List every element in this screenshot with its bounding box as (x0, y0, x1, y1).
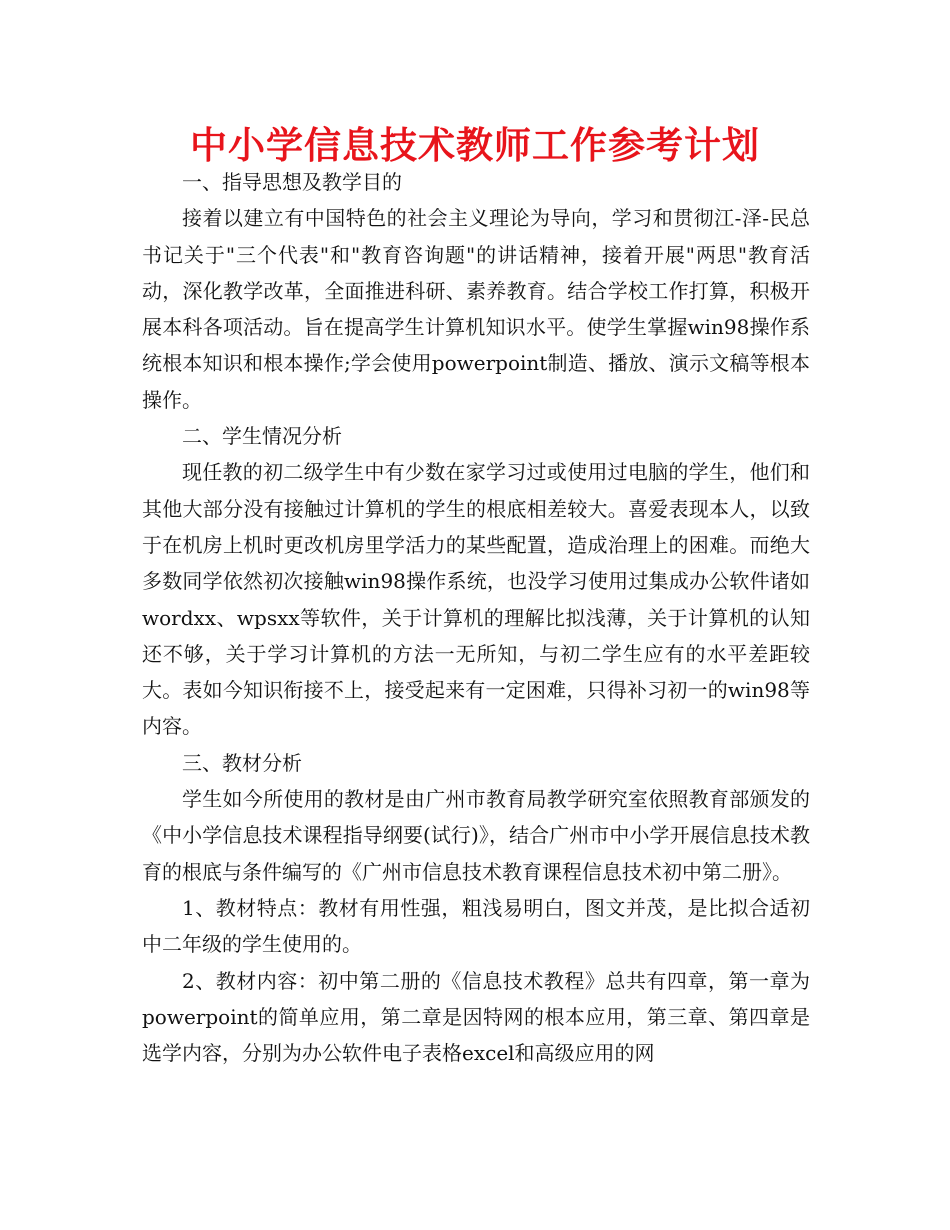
section-heading-student-analysis: 二、学生情况分析 (182, 424, 342, 449)
paragraph-textbook-analysis: 学生如今所使用的教材是由广州市教育局教学研究室依照教育部颁发的《中小学信息技术课程指导纲要(试行)》，结合广州市中小学开展信息技术教育的根底与条件编写的《广州市信息技术教育课程信息技术初中第二册》。 (142, 787, 810, 884)
paragraph-student-analysis: 现任教的初二级学生中有少数在家学习过或使用过电脑的学生，他们和其他大部分没有接触过计算机的学生的根底相差较大。喜爱表现本人，以致于在机房上机时更改机房里学活力的某些配置，造成治理上的困难。而绝大多数同学依然初次接触win98操作系统，也没学习使用过集成办公软件诸如wordxx、wpsxx等软件，关于计算机的理解比拟浅薄，关于计算机的认知还不够，关于学习计算机的方法一无所知，与初二学生应有的水平差距较大。表如今知识衔接不上，接受起来有一定困难，只得补习初一的win98等内容。 (142, 460, 810, 739)
paragraph-guiding-ideology: 接着以建立有中国特色的社会主义理论为导向，学习和贯彻江-泽-民总书记关于"三个代表"和"教育咨询题"的讲话精神，接着开展"两思"教育活动，深化教学改革，全面推进科研、素养教育。结合学校工作打算，积极开展本科各项活动。旨在提高学生计算机知识水平。使学生掌握win98操作系统根本知识和根本操作;学会使用powerpoint制造、播放、演示文稿等根本操作。 (142, 206, 810, 412)
document-title: 中小学信息技术教师工作参考计划 (190, 124, 760, 167)
document-body (142, 164, 810, 1071)
section-heading-textbook-analysis: 三、教材分析 (182, 750, 302, 775)
paragraph-textbook-contents: 2、教材内容：初中第二册的《信息技术教程》总共有四章，第一章为powerpoint的简单应用，第二章是因特网的根本应用，第三章、第四章是选学内容，分别为办公软件电子表格excel和高级应用的网 (142, 968, 810, 1066)
section-heading-guiding-ideology: 一、指导思想及教学目的 (182, 170, 402, 194)
paragraph-textbook-features: 1、教材特点：教材有用性强，粗浅易明白，图文并茂，是比拟合适初中二年级的学生使用的。 (142, 895, 810, 957)
